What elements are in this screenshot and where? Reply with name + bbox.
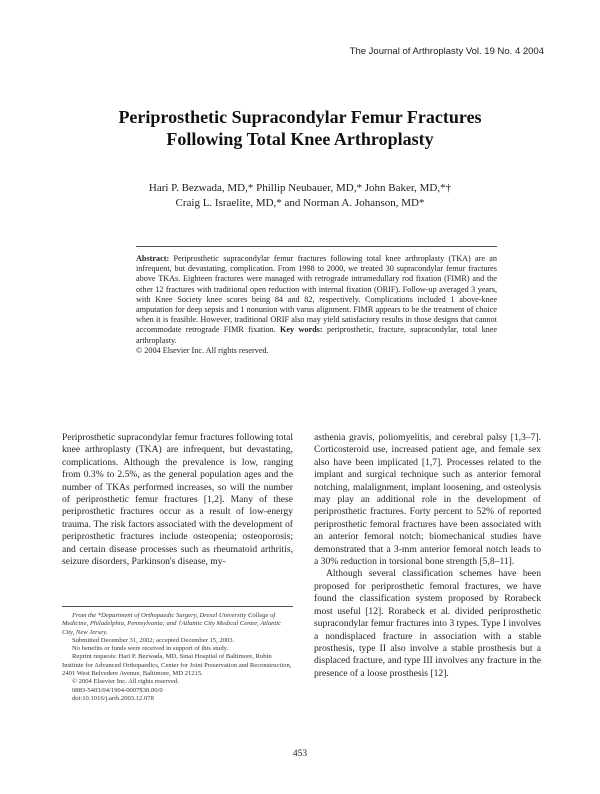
- abstract-text: Periprosthetic supracondylar femur fractures following total knee arthroplasty (TKA) are an infrequent, but devastating, complication. From 1998 to 2000, we treated 30 supracondylar femur fractures above TKAs. Eighteen fractures were managed with retrograde intramedullary rod fixation (FIMR) and the other 12 fractures with traditional open reduction with internal fixation (ORIF). Follow-up averaged 3 years, with Knee Society knee scores being 84 and 82, respectively. Complications included 1 above-knee amputation for deep sepsis and 1 nonunion with varus alignment. FIMR appears to be the treatment of choice when it is feasible. However, traditional ORIF also may yield satisfactory results in those designs that cannot accommodate retrograde FIMR fixation.: [136, 254, 498, 335]
- footnote-block: [62, 612, 293, 703]
- body-paragraph-1-continued: asthenia gravis, poliomyelitis, and cerebral palsy [1,3–7]. Corticosteroid use, increased patient age, and female sex also have been implicated [1,7]. Processes related to the implant and surgical technique such as anterior femoral notching, malalignment, implant loosening, and osteolysis may play an additional role in the development of periprosthetic fractures. Forty percent to 52% of reported periprosthetic femoral fractures have been associated with an anterior femoral notch; biomechanical studies have demonstrated that a 3-mm anterior femoral notch leads to a 30% reduction in torsional bone strength [5,8–11].: [314, 432, 541, 568]
- footnote-issn: 0883-5403/04/1904-0007$30.00/0: [72, 686, 163, 694]
- body-column-right: [314, 432, 541, 680]
- abstract-copyright: © 2004 Elsevier Inc. All rights reserved.: [136, 345, 269, 355]
- footnote-submitted: Submitted December 31, 2002; accepted December 15, 2003.: [72, 636, 235, 644]
- authors-line-1: Hari P. Bezwada, MD,* Phillip Neubauer, MD,* John Baker, MD,*†: [148, 182, 452, 194]
- abstract-label: Abstract:: [136, 254, 170, 263]
- footnote-doi: doi:10.1016/j.arth.2003.12.078: [72, 694, 154, 702]
- page-number: 453: [292, 749, 308, 759]
- keywords-text: periprosthetic, fracture, supracondylar, total knee arthroplasty.: [136, 325, 498, 345]
- article-title: [0, 106, 600, 150]
- footnote-benefits: No benefits or funds were received in support of this study.: [72, 645, 229, 653]
- footnote-reprint: Reprint requests: Hari P. Bezwada, MD, Sinai Hospital of Baltimore, Rubin Institute for Advanced Orthopaedics, Center for Joint Preservation and Reconstruction, 2401 West Belvedere Avenue, Baltimore, MD 21215.: [62, 653, 292, 678]
- abstract-top-rule: [136, 246, 497, 247]
- abstract-block: [136, 254, 497, 356]
- footnote-affiliation: From the *Department of Orthopaedic Surgery, Drexel University College of Medicine, Philadelphia, Pennsylvania; and †Atlantic City Medical Center, Atlantic City, New Jersey.: [62, 612, 282, 636]
- keywords-label: Key words:: [280, 325, 323, 335]
- footnote-rule: [62, 606, 293, 607]
- author-list: [0, 181, 600, 211]
- body-column-left: [62, 432, 293, 568]
- authors-line-2: Craig L. Israelite, MD,* and Norman A. Johanson, MD*: [175, 197, 425, 209]
- body-paragraph-1: Periprosthetic supracondylar femur fractures following total knee arthroplasty (TKA) are infrequent, but devastating, complications. Although the prevalence is low, ranging from 0.3% to 2.5%, as the general population ages and the number of TKAs performed increases, so will the number of periprosthetic femur fractures [1,2]. Many of these periprosthetic fractures occur as a result of low-energy trauma. The risk factors associated with the development of periprosthetic fractures include osteopenia; osteoporosis; and certain disease processes such as rheumatoid arthritis, seizure disorders, Parkinson's disease, my-: [62, 432, 293, 568]
- journal-header: The Journal of Arthroplasty Vol. 19 No. 4 2004: [349, 46, 544, 57]
- body-paragraph-2: Although several classification schemes have been proposed for periprosthetic femoral fractures, we have found the classification system proposed by Rorabeck most useful [12]. Rorabeck et al. divided periprosthetic supracondylar femur fractures into 3 types. Type I involves a nondisplaced fracture in association with a stable prosthesis, type II also involve a stable prosthesis but a displaced fracture, and type III involves any fracture in the presence of a loose prosthesis [12].: [314, 568, 541, 679]
- title-line-2: Following Total Knee Arthroplasty: [166, 129, 434, 149]
- footnote-copyright: © 2004 Elsevier Inc. All rights reserved.: [72, 678, 179, 686]
- title-line-1: Periprosthetic Supracondylar Femur Fractures: [118, 107, 482, 127]
